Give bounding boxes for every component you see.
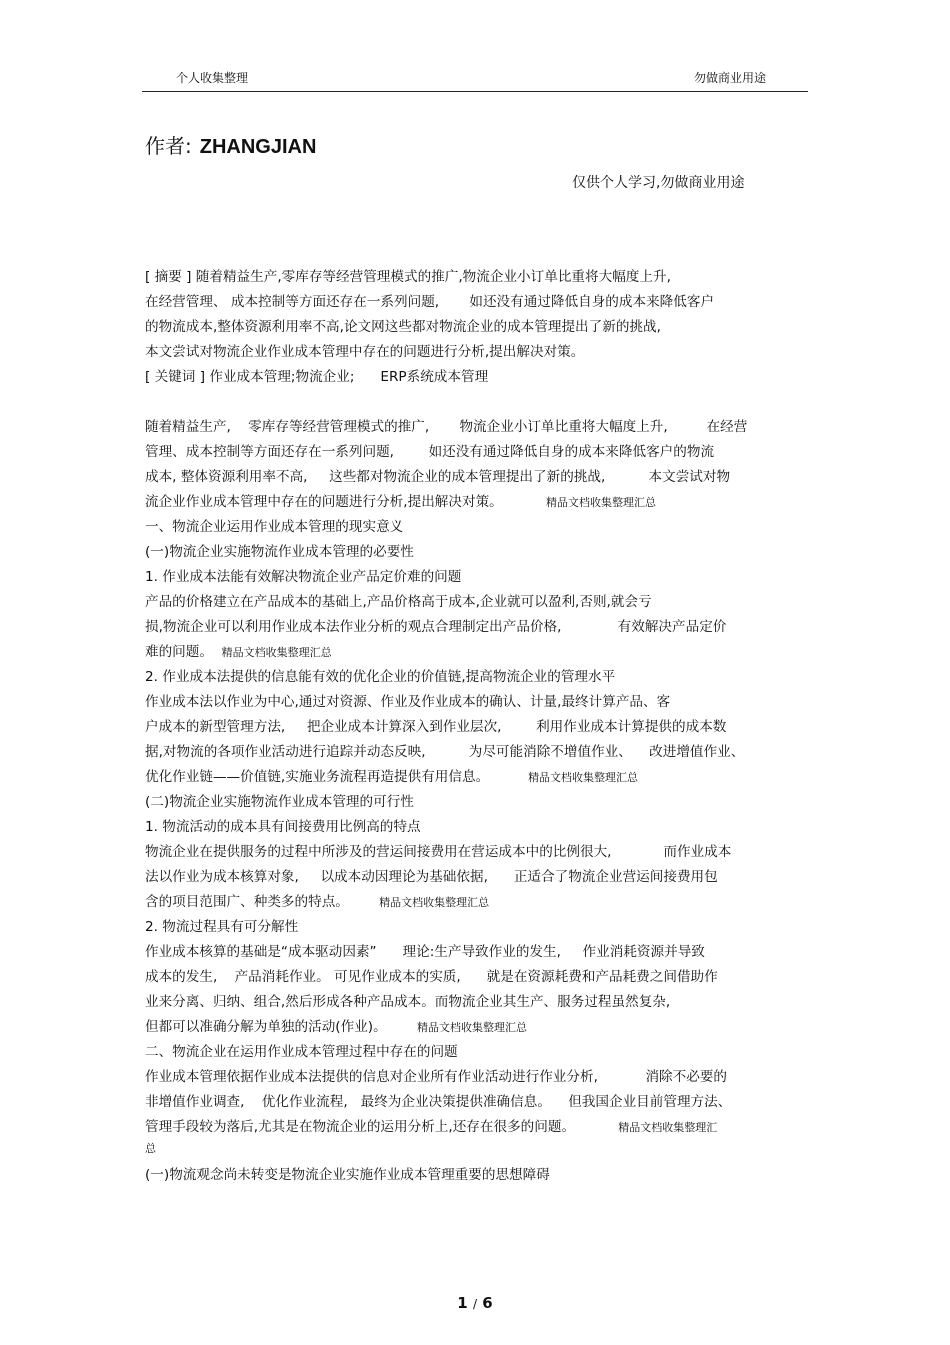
total-pages: 6 [482, 1294, 493, 1312]
page-number [0, 1294, 950, 1312]
numbered-heading: 1. 作业成本法能有效解决物流企业产品定价难的问题 [145, 569, 462, 585]
body-line: 作业成本管理依据作业成本法提供的信息对企业所有作业活动进行作业分析, 消除不必要的 [145, 1069, 728, 1085]
collect-note-wrap: 总 [145, 1142, 156, 1155]
page-separator: / [472, 1297, 478, 1311]
body-text: 流企业作业成本管理中存在的问题进行分析,提出解决对策。 [145, 494, 503, 510]
author-line [145, 130, 316, 159]
numbered-heading: 1. 物流活动的成本具有间接费用比例高的特点 [145, 819, 421, 835]
body-line [145, 1015, 805, 1039]
body-line: 成本, 整体资源利用率不高, 这些都对物流企业的成本管理提出了新的挑战, 本文尝试对物 [145, 469, 731, 485]
numbered-heading: 2. 物流过程具有可分解性 [145, 919, 299, 935]
author-name: ZHANGJIAN [199, 136, 317, 158]
section-heading: 一、物流企业运用作业成本管理的现实意义 [145, 519, 404, 535]
body-text: 难的问题。 [145, 644, 213, 660]
usage-notice: 仅供个人学习,勿做商业用途 [572, 175, 745, 191]
collect-note: 精品文档收集整理汇总 [545, 496, 656, 509]
author-label: 作者: [145, 134, 192, 158]
body-line: 业来分离、归纳、组合,然后形成各种产品成本。而物流企业其生产、服务过程虽然复杂, [145, 994, 671, 1010]
header-divider [142, 91, 808, 92]
body-line: 产品的价格建立在产品成本的基础上,产品价格高于成本,企业就可以盈利,否则,就会亏 [145, 594, 652, 610]
body-line: 管理、成本控制等方面还存在一系列问题, 如还没有通过降低自身的成本来降低客户的物流 [145, 444, 715, 460]
body-line: 户成本的新型管理方法, 把企业成本计算深入到作业层次, 利用作业成本计算提供的成本数 [145, 719, 727, 735]
body-line [145, 1115, 805, 1139]
abstract-line: 的物流成本,整体资源利用率不高,论文网这些都对物流企业的成本管理提出了新的挑战, [145, 319, 661, 335]
subsection-heading: (一)物流企业实施物流作业成本管理的必要性 [145, 544, 414, 560]
body-line: 作业成本核算的基础是“成本驱动因素” 理论:生产导致作业的发生, 作业消耗资源并导致 [145, 944, 705, 960]
abstract-line: 在经营管理、 成本控制等方面还存在一系列问题, 如还没有通过降低自身的成本来降低客户 [145, 294, 715, 310]
header-left-text: 个人收集整理 [176, 71, 249, 85]
collect-note: 精品文档收集整理汇总 [379, 896, 490, 909]
body-line: 作业成本法以作业为中心,通过对资源、作业及作业成本的确认、计量,最终计算产品、客 [145, 694, 671, 710]
subsection-heading: (二)物流企业实施物流作业成本管理的可行性 [145, 794, 414, 810]
body-line: 据,对物流的各项作业活动进行追踪并动态反映, 为尽可能消除不增值作业、 改进增值作业、 [145, 744, 745, 760]
body-line: 损,物流企业可以利用作业成本法作业分析的观点合理制定出产品价格, 有效解决产品定价 [145, 619, 727, 635]
body-line: 非增值作业调查, 优化作业流程, 最终为企业决策提供准确信息。 但我国企业目前管理方法、 [145, 1094, 732, 1110]
body-line [145, 890, 805, 914]
body-line: 物流企业在提供服务的过程中所涉及的营运间接费用在营运成本中的比例很大, 而作业成本 [145, 844, 732, 860]
keywords-line: [ 关键词 ] 作业成本管理;物流企业; ERP系统成本管理 [145, 369, 489, 385]
current-page: 1 [457, 1294, 468, 1312]
numbered-heading: 2. 作业成本法提供的信息能有效的优化企业的价值链,提高物流企业的管理水平 [145, 669, 616, 685]
abstract-line: [ 摘要 ] 随着精益生产,零库存等经营管理模式的推广,物流企业小订单比重将大幅度上升, [145, 269, 671, 285]
body-text: 但都可以准确分解为单独的活动(作业)。 [145, 1019, 387, 1035]
body-text: 含的项目范围广、种类多的特点。 [145, 894, 349, 910]
body-text: 优化作业链——价值链,实施业务流程再造提供有用信息。 [145, 769, 490, 785]
abstract-line: 本文尝试对物流企业作业成本管理中存在的问题进行分析,提出解决对策。 [145, 344, 585, 360]
body-line: 法以作业为成本核算对象, 以成本动因理论为基础依据, 正适合了物流企业营运间接费用包 [145, 869, 718, 885]
collect-note: 精品文档收集整理汇总 [528, 771, 639, 784]
body-line: 随着精益生产, 零库存等经营管理模式的推广, 物流企业小订单比重将大幅度上升, 在经营 [145, 419, 748, 435]
body-line [145, 640, 805, 664]
page-header [176, 69, 766, 85]
collect-note: 精品文档收集整理汇总 [416, 1021, 527, 1034]
body-line [145, 765, 805, 789]
body-text: 管理手段较为落后,尤其是在物流企业的运用分析上,还存在很多的问题。 [145, 1119, 576, 1135]
subsection-heading: (一)物流观念尚未转变是物流企业实施作业成本管理重要的思想障碍 [145, 1167, 550, 1183]
section-heading: 二、物流企业在运用作业成本管理过程中存在的问题 [145, 1044, 458, 1060]
collect-note: 精品文档收集整理汇 [618, 1121, 718, 1134]
collect-note: 精品文档收集整理汇总 [221, 646, 332, 659]
body-line: 成本的发生, 产品消耗作业。 可见作业成本的实质, 就是在资源耗费和产品耗费之间借助作 [145, 969, 718, 985]
header-right-text: 勿做商业用途 [693, 71, 766, 85]
body-line [145, 490, 805, 514]
